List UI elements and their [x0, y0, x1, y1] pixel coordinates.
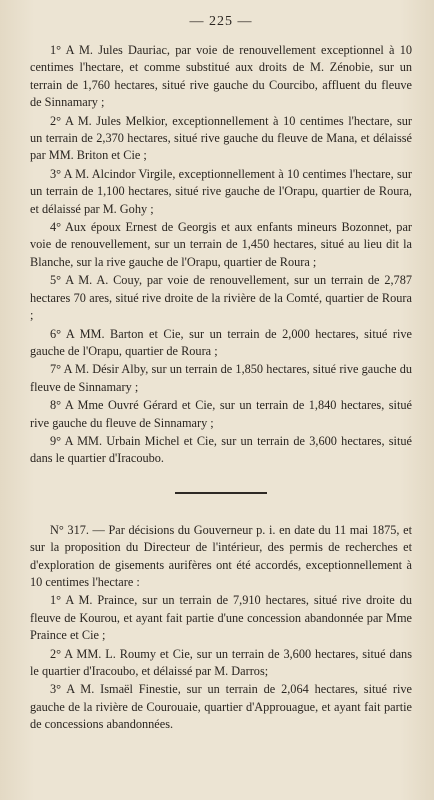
paragraph-decision-intro: N° 317. — Par décisions du Gouverneur p. i. en date du 11 mai 1875, et sur la proposition du Directeur de l'intérieur, des permis de recherches et d'exploration de gisements aurifères ont été accordés, exceptionnellement à 10 centimes l'hectare : [30, 522, 412, 589]
section-divider [175, 492, 267, 494]
section-concessions [30, 42, 412, 468]
paragraph-item-6: 6° A MM. Barton et Cie, sur un terrain de 2,000 hectares, situé rive gauche de l'Orapu, quartier de Roura ; [30, 326, 412, 358]
paragraph-item-5: 5° A M. A. Couy, par voie de renouvellement, sur un terrain de 2,787 hectares 70 ares, situé rive droite de la rivière de la Comté, quartier de Roura ; [30, 273, 412, 323]
paragraph-item-4: 4° Aux époux Ernest de Georgis et aux enfants mineurs Bozonnet, par voie de renouvellement, sur un terrain de 1,450 hectares, situé au lieu dit la Blanche, sur la rive gauche de l'Orapu, quartier de Roura ; [30, 220, 412, 269]
paragraph-permit-2: 2° A MM. L. Roumy et Cie, sur un terrain de 3,600 hectares, situé dans le quartier d'Iracoubo, et délaissé par M. Darros; [30, 646, 412, 678]
paragraph-item-1: 1° A M. Jules Dauriac, par voie de renouvellement exceptionnel à 10 centimes l'hectare, et comme substitué aux droits de M. Zénobie, sur un terrain de 1,760 hectares, situé rive gauche du Courcibo, affluent du fleuve de Sinnamary ; [30, 43, 412, 110]
paragraph-item-7: 7° A M. Désir Alby, sur un terrain de 1,850 hectares, situé rive gauche du fleuve de Sinnamary ; [30, 362, 412, 394]
paragraph-item-3: 3° A M. Alcindor Virgile, exceptionnellement à 10 centimes l'hectare, sur un terrain de 1,100 hectares, situé rive gauche de l'Orapu, quartier de Roura, et délaissé par M. Gohy ; [30, 166, 412, 216]
paragraph-permit-1: 1° A M. Praince, sur un terrain de 7,910 hectares, situé rive droite du fleuve de Kourou, et ayant fait partie d'une concession abandonnée par Mme Praince et Cie ; [30, 593, 412, 643]
paragraph-item-2: 2° A M. Jules Melkior, exceptionnellement à 10 centimes l'hectare, sur un terrain de 2,370 hectares, situé rive gauche du fleuve de Mana, et délaissé par MM. Briton et Cie ; [30, 113, 412, 163]
paragraph-permit-3: 3° A M. Ismaël Finestie, sur un terrain de 2,064 hectares, situé rive gauche de la rivière de Courouaie, quartier d'Approuague, et ayant fait partie de concessions abandonnées. [30, 682, 412, 732]
section-decision-317 [30, 522, 412, 734]
page-number: — 225 — [189, 14, 253, 29]
paragraph-item-8: 8° A Mme Ouvré Gérard et Cie, sur un terrain de 1,840 hectares, situé rive gauche du fleuve de Sinnamary ; [30, 398, 412, 430]
paragraph-item-9: 9° A MM. Urbain Michel et Cie, sur un terrain de 3,600 hectares, situé dans le quartier d'Iracoubo. [30, 433, 412, 466]
